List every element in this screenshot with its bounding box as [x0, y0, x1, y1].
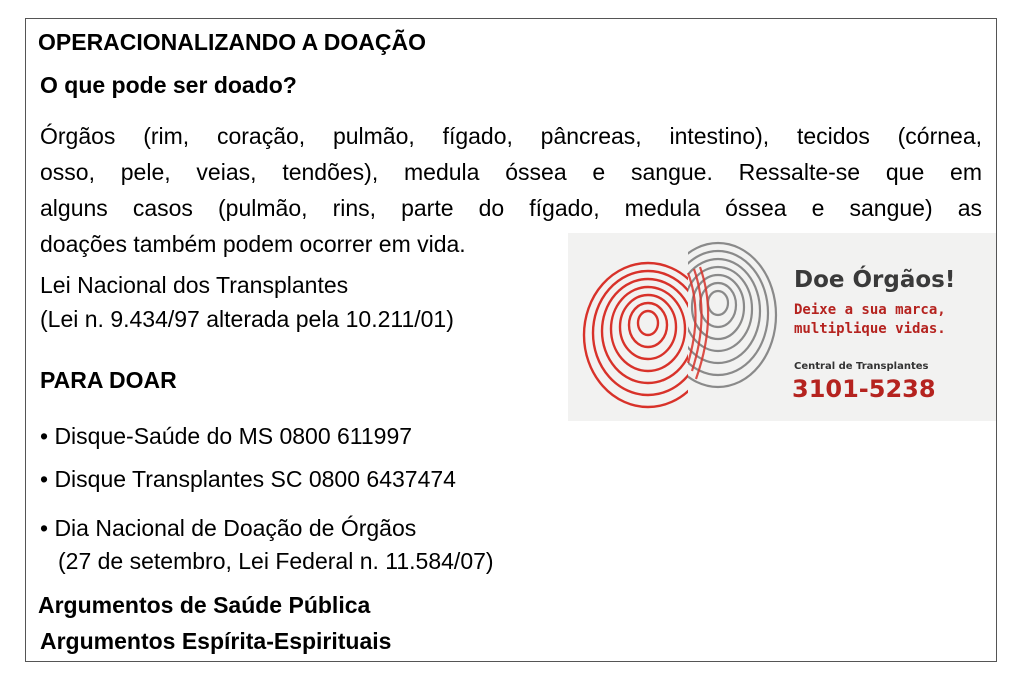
- ad-subtitle: Deixe a sua marca, multiplique vidas.: [794, 302, 946, 337]
- ad-title: Doe Órgãos!: [794, 267, 956, 293]
- argument-public-health: Argumentos de Saúde Pública: [38, 592, 371, 618]
- bullet-dia-nacional: • Dia Nacional de Doação de Órgãos: [40, 515, 417, 541]
- law-reference: (Lei n. 9.434/97 alterada pela 10.211/01): [40, 306, 454, 332]
- argument-spiritual: Argumentos Espírita-Espirituais: [40, 628, 392, 654]
- paragraph-line-3: alguns casos (pulmão, rins, parte do fígado, medula óssea e sangue) as: [40, 195, 982, 221]
- question-heading: O que pode ser doado?: [40, 72, 297, 98]
- organ-donation-ad: [568, 233, 996, 421]
- ad-phone-number: 3101-5238: [792, 375, 936, 403]
- bullet-disque-saude: • Disque-Saúde do MS 0800 611997: [40, 423, 413, 449]
- para-doar-heading: PARA DOAR: [40, 367, 177, 393]
- paragraph-line-2: osso, pele, veias, tendões), medula óssea e sangue. Ressalte-se que em: [40, 159, 982, 185]
- bullet-dia-nacional-detail: (27 de setembro, Lei Federal n. 11.584/07): [58, 548, 494, 574]
- fingerprint-heart-icon: [568, 233, 788, 421]
- paragraph-line-1: Órgãos (rim, coração, pulmão, fígado, pâncreas, intestino), tecidos (córnea,: [40, 123, 982, 149]
- paragraph-line-4: doações também podem ocorrer em vida.: [40, 231, 466, 257]
- bullet-disque-transplantes: • Disque Transplantes SC 0800 6437474: [40, 466, 456, 492]
- ad-central-label: Central de Transplantes: [794, 361, 929, 372]
- law-name: Lei Nacional dos Transplantes: [40, 272, 349, 298]
- slide-title: OPERACIONALIZANDO A DOAÇÃO: [38, 29, 427, 55]
